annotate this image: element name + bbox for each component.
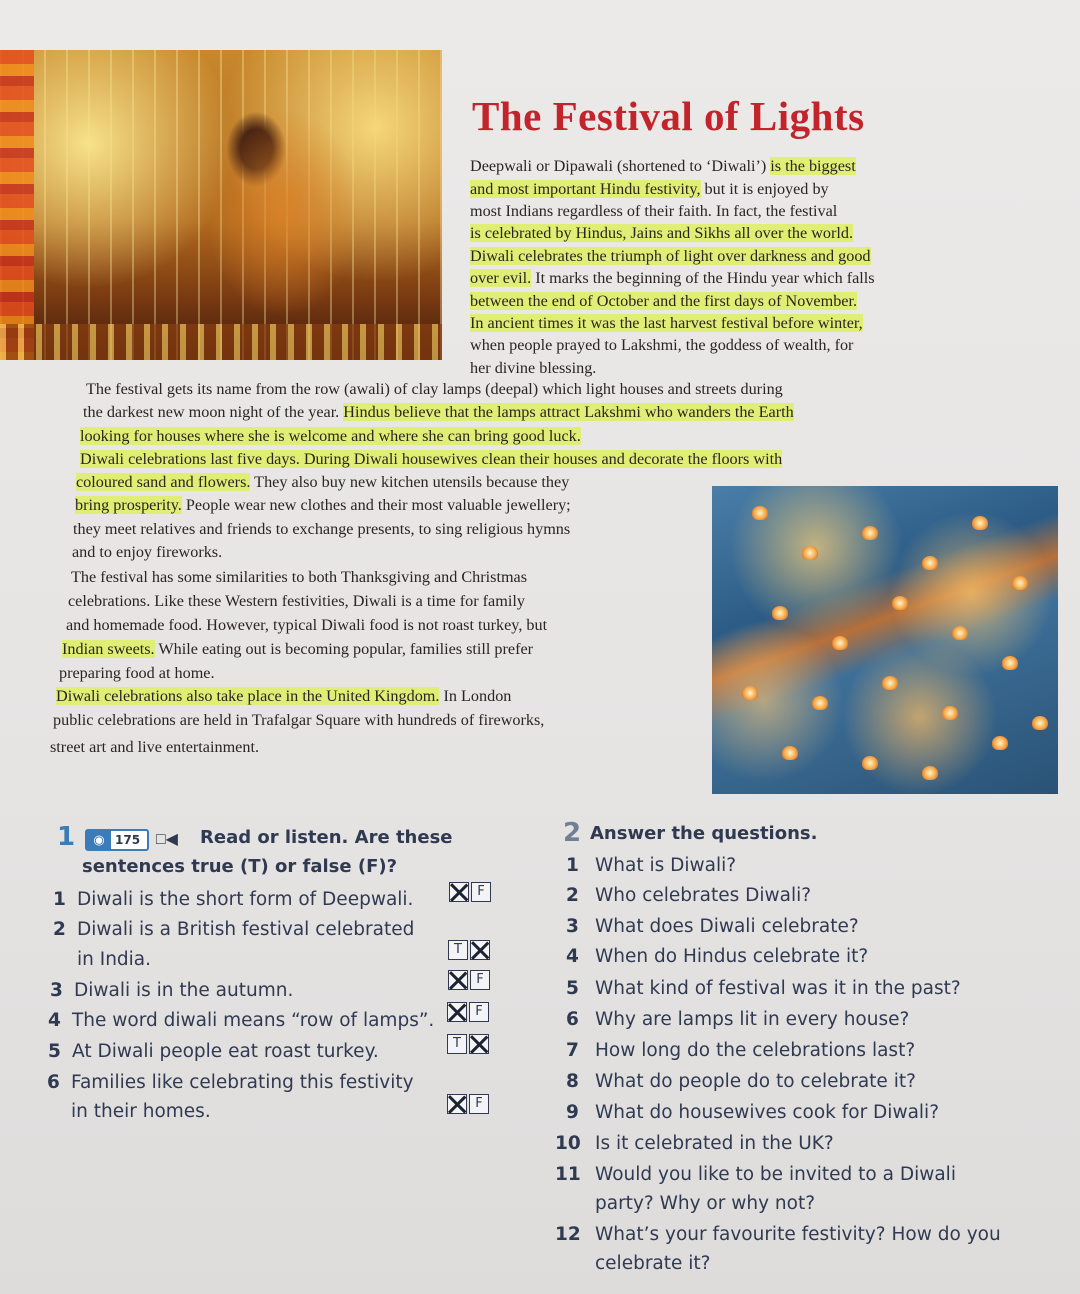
highlighted-text: between the end of October and the first days of November. (470, 292, 858, 310)
candle-light (952, 626, 968, 640)
text: and homemade food. However, typical Diwali food is not roast turkey, but (66, 616, 548, 634)
article-line (62, 638, 533, 660)
true-checkbox-marked[interactable] (449, 882, 469, 902)
exercise-2-heading: Answer the questions. (590, 823, 818, 844)
true-false-boxes (447, 1094, 489, 1114)
false-checkbox-marked[interactable] (470, 940, 490, 960)
text: celebrations. Like these Western festivities, Diwali is a time for family (68, 592, 525, 610)
article-line (71, 566, 527, 588)
question-number: 5 (566, 978, 579, 999)
question-item (566, 1071, 916, 1092)
question-text: What is Diwali? (595, 855, 737, 876)
false-checkbox[interactable]: F (469, 1094, 489, 1114)
question-text: When do Hindus celebrate it? (595, 946, 869, 967)
text: While eating out is becoming popular, families still prefer (154, 640, 534, 658)
woman-lighting-lamps-photo (0, 50, 442, 360)
text: In London (439, 687, 512, 705)
article-line (470, 222, 853, 244)
text: her divine blessing. (470, 359, 597, 377)
candle-light (922, 766, 938, 780)
text: It marks the beginning of the Hindu year which falls (531, 269, 875, 287)
candle-light (802, 546, 818, 560)
true-false-boxes (447, 1034, 489, 1054)
candle-light (812, 696, 828, 710)
candle-light (742, 686, 758, 700)
question-number: 4 (566, 946, 579, 967)
highlighted-text: Diwali celebrations last five days. During Diwali housewives clean their houses and decorate the floors with (80, 450, 783, 468)
question-text: Why are lamps lit in every house? (595, 1009, 910, 1030)
text: but it is enjoyed by (700, 180, 829, 198)
question-text: What do people do to celebrate it? (595, 1071, 916, 1092)
article-line (470, 245, 871, 267)
text: street art and live entertainment. (50, 738, 259, 756)
true-false-boxes (448, 970, 490, 990)
highlighted-text: over evil. (470, 269, 532, 287)
candle-light (782, 746, 798, 760)
article-title: The Festival of Lights (472, 93, 865, 139)
statement-item (48, 1010, 434, 1031)
article-line (75, 494, 571, 516)
question-text-continued: celebrate it? (595, 1253, 711, 1274)
statement-text: The word diwali means “row of lamps”. (72, 1010, 435, 1031)
question-number: 11 (555, 1164, 581, 1185)
true-false-boxes (449, 882, 491, 902)
candle-light (942, 706, 958, 720)
statement-text-continued: in India. (77, 949, 152, 970)
question-number: 9 (566, 1102, 579, 1123)
candle-light (752, 506, 768, 520)
true-false-boxes (448, 940, 490, 960)
article-line (470, 290, 857, 312)
statement-text: Diwali is the short form of Deepwali. (77, 889, 414, 910)
question-item (555, 1133, 834, 1154)
question-item (566, 946, 868, 967)
false-checkbox-marked[interactable] (469, 1034, 489, 1054)
text: public celebrations are held in Trafalgar Square with hundreds of fireworks, (53, 711, 545, 729)
question-item (566, 885, 811, 906)
candle-light (992, 736, 1008, 750)
question-number: 2 (566, 885, 579, 906)
article-line (80, 448, 782, 470)
candle-light (862, 756, 878, 770)
question-number: 12 (555, 1224, 581, 1245)
article-line (80, 425, 581, 447)
question-item (566, 1009, 909, 1030)
question-text: What kind of festival was it in the past? (595, 978, 961, 999)
article-line (470, 267, 875, 289)
article-line (53, 709, 544, 731)
statement-text: Diwali is in the autumn. (74, 980, 294, 1001)
statement-item (53, 919, 414, 940)
highlighted-text: and most important Hindu festivity, (470, 180, 701, 198)
highlighted-text: Diwali celebrations also take place in the United Kingdom. (56, 687, 440, 705)
audio-track-badge[interactable] (85, 829, 149, 851)
candle-light (892, 596, 908, 610)
text: preparing food at home. (59, 664, 215, 682)
statement-number: 2 (53, 919, 66, 940)
exercise-1-heading-2: sentences true (T) or false (F)? (82, 856, 398, 877)
article-line (68, 590, 525, 612)
question-text: What does Diwali celebrate? (595, 916, 859, 937)
article-line (83, 401, 794, 423)
article-line (59, 662, 215, 684)
true-checkbox[interactable]: T (447, 1034, 467, 1054)
marigold-garland (0, 50, 34, 360)
article-line (76, 471, 569, 493)
text: most Indians regardless of their faith. In fact, the festival (470, 202, 838, 220)
candle-light (922, 556, 938, 570)
article-line (470, 334, 853, 356)
question-text: Who celebrates Diwali? (595, 885, 812, 906)
question-number: 8 (566, 1071, 579, 1092)
candle-light (832, 636, 848, 650)
question-item (566, 916, 859, 937)
statement-number: 5 (48, 1041, 61, 1062)
text: when people prayed to Lakshmi, the goddess of wealth, for (470, 336, 854, 354)
text: They also buy new kitchen utensils because they (250, 473, 570, 491)
false-checkbox[interactable]: F (469, 1002, 489, 1022)
highlighted-text: looking for houses where she is welcome and where she can bring good luck. (80, 427, 581, 445)
highlighted-text: Hindus believe that the lamps attract Lakshmi who wanders the Earth (343, 403, 794, 421)
question-number: 1 (566, 855, 579, 876)
statement-number: 6 (47, 1072, 60, 1093)
article-line (470, 312, 863, 334)
statement-item (50, 980, 293, 1001)
question-text: Is it celebrated in the UK? (595, 1133, 834, 1154)
text: The festival has some similarities to both Thanksgiving and Christmas (71, 568, 528, 586)
article-line (470, 178, 829, 200)
candle-light (1002, 656, 1018, 670)
exercise-1-number: 1 (57, 822, 76, 852)
candle-light (862, 526, 878, 540)
false-checkbox[interactable]: F (470, 970, 490, 990)
article-line (470, 200, 837, 222)
question-item (555, 1164, 956, 1185)
candle-light (882, 676, 898, 690)
text: Deepwali or Dipawali (shortened to ‘Diwali’) (470, 157, 771, 175)
text: they meet relatives and friends to exchange presents, to sing religious hymns (73, 520, 571, 538)
exercise-2-number: 2 (563, 818, 582, 848)
question-number: 10 (555, 1133, 581, 1154)
candle-light (1032, 716, 1048, 730)
article-line (50, 736, 259, 758)
question-text: What’s your favourite festivity? How do you (595, 1224, 1001, 1245)
article-line (72, 541, 222, 563)
question-item (555, 1224, 1001, 1245)
statement-number: 4 (48, 1010, 61, 1031)
statement-number: 3 (50, 980, 63, 1001)
true-checkbox-marked[interactable] (448, 970, 468, 990)
statement-item (47, 1072, 414, 1093)
question-item (566, 855, 736, 876)
candle-light (972, 516, 988, 530)
question-number: 6 (566, 1009, 579, 1030)
question-item (566, 978, 961, 999)
exercise-1-heading: Read or listen. Are these (200, 827, 453, 848)
article-line (470, 357, 596, 379)
article-line (470, 155, 856, 177)
highlighted-text: Indian sweets. (62, 640, 155, 658)
speaker-icon[interactable]: □◀ (156, 831, 178, 848)
highlighted-text: coloured sand and flowers. (76, 473, 251, 491)
question-item (566, 1040, 915, 1061)
text: and to enjoy fireworks. (72, 543, 223, 561)
statement-text: Families like celebrating this festivity (71, 1072, 414, 1093)
true-checkbox-marked[interactable] (447, 1002, 467, 1022)
statement-item (48, 1041, 379, 1062)
question-text: What do housewives cook for Diwali? (595, 1102, 940, 1123)
question-number: 3 (566, 916, 579, 937)
question-text: Would you like to be invited to a Diwali (595, 1164, 956, 1185)
statement-number: 1 (53, 889, 66, 910)
text: the darkest new moon night of the year. (83, 403, 344, 421)
candle-light (772, 606, 788, 620)
statement-text-continued: in their homes. (71, 1101, 211, 1122)
floating-candles-photo (712, 486, 1058, 794)
highlighted-text: is the biggest (770, 157, 856, 175)
question-text-continued: party? Why or why not? (595, 1193, 816, 1214)
true-false-boxes (447, 1002, 489, 1022)
row-of-lamps (0, 324, 442, 360)
article-line (56, 685, 511, 707)
question-number: 7 (566, 1040, 579, 1061)
headphones-icon: ◉ (87, 831, 111, 849)
statement-item (53, 889, 413, 910)
statement-text: Diwali is a British festival celebrated (77, 919, 415, 940)
statement-text: At Diwali people eat roast turkey. (72, 1041, 379, 1062)
question-text: How long do the celebrations last? (595, 1040, 916, 1061)
highlighted-text: bring prosperity. (75, 496, 182, 514)
text: The festival gets its name from the row (awali) of clay lamps (deepal) which light houses and streets during (86, 380, 783, 398)
article-line (66, 614, 547, 636)
question-item (566, 1102, 939, 1123)
article-line (86, 378, 783, 400)
highlighted-text: is celebrated by Hindus, Jains and Sikhs all over the world. (470, 224, 854, 242)
track-number: 175 (115, 833, 141, 847)
true-checkbox-marked[interactable] (447, 1094, 467, 1114)
false-checkbox[interactable]: F (471, 882, 491, 902)
text: People wear new clothes and their most valuable jewellery; (181, 496, 571, 514)
highlighted-text: Diwali celebrates the triumph of light over darkness and good (470, 247, 871, 265)
candle-light (1012, 576, 1028, 590)
article-line (73, 518, 570, 540)
highlighted-text: In ancient times it was the last harvest festival before winter, (470, 314, 863, 332)
true-checkbox[interactable]: T (448, 940, 468, 960)
